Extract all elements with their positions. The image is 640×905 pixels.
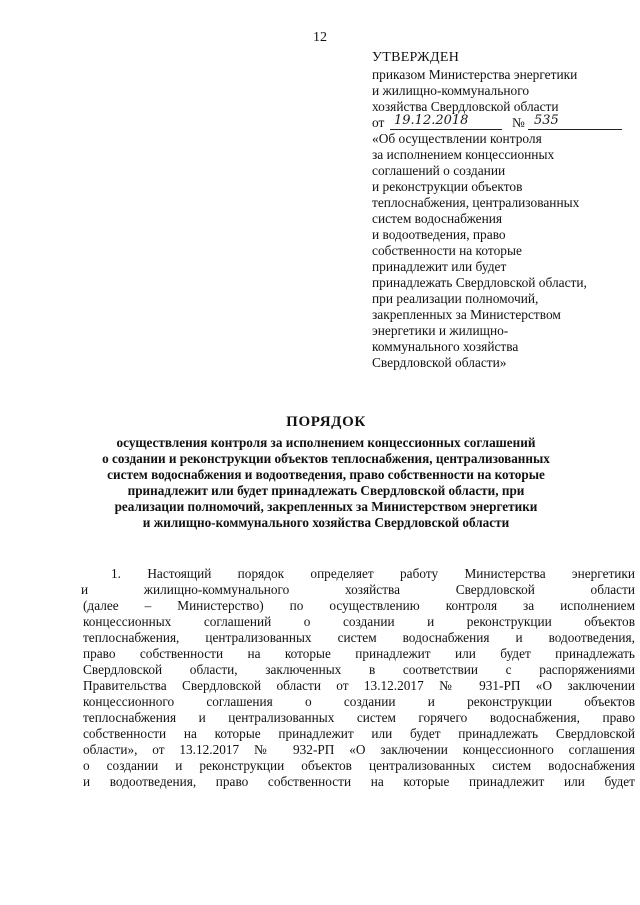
body-line: Свердловской области, заключенных в соответствии с распоряжениями [83,662,635,677]
subject-line: за исполнением концессионных [372,147,555,162]
subject-line: Свердловской области» [372,355,507,370]
title-subtitle-line: принадлежит или будет принадлежать Свердловской области, при [127,483,525,498]
body-paragraph [83,566,635,790]
body-line: области», от 13.12.2017 № 932-РП «О заключении концессионного соглашения [83,742,635,757]
body-line: теплоснабжения, централизованных систем водоснабжения и водоотведения, [83,630,635,645]
handwritten-number: 535 [534,113,559,128]
approval-heading: УТВЕРЖДЕН [372,50,460,65]
body-line: и водоотведения, право собственности на которые принадлежит или будет [83,774,635,789]
subject-line: и реконструкции объектов [372,179,523,194]
body-line: (далее – Министерство) по осуществлению контроля за исполнением [83,598,635,613]
title-subtitle-line: осуществления контроля за исполнением концессионных соглашений [116,435,536,450]
number-underline [528,129,622,130]
body-line: концессионного соглашения о создании и реконструкции объектов [83,694,635,709]
body-line: теплоснабжения и централизованных систем горячего водоснабжения, право [83,710,635,725]
subject-line: «Об осуществлении контроля [372,131,542,146]
title-subtitle-line: реализации полномочий, закрепленных за Министерством энергетики [114,499,538,514]
subject-line: и водоотведения, право [372,227,506,242]
body-line: о создании и реконструкции объектов централизованных систем водоснабжения [83,758,635,773]
subject-line: при реализации полномочий, [372,291,539,306]
approval-line: хозяйства Свердловской области [372,99,559,114]
subject-line: энергетики и жилищно- [372,323,509,338]
subject-line: коммунального хозяйства [372,339,519,354]
approval-subject [372,131,622,371]
body-line: собственности на которые принадлежит или будет принадлежать Свердловской [83,726,635,741]
number-label: № [512,115,525,130]
approval-block [372,50,622,371]
date-number-row [372,115,622,131]
title-subtitle-line: о создании и реконструкции объектов теплоснабжения, централизованных [102,451,550,466]
title-subtitle-line: и жилищно-коммунального хозяйства Свердловской области [142,515,510,530]
body-line: концессионных соглашений о создании и реконструкции объектов [83,614,635,629]
subject-line: систем водоснабжения [372,211,503,226]
body-line: 1. Настоящий порядок определяет работу Министерства энергетики [111,566,635,581]
approval-line: приказом Министерства энергетики [372,67,578,82]
date-underline [390,129,502,130]
document-title [40,413,612,531]
subject-line: теплоснабжения, централизованных [372,195,580,210]
title-main: ПОРЯДОК [286,414,366,430]
body-line: Правительства Свердловской области от 13.12.2017 № 931-РП «О заключении [83,678,635,693]
title-subtitle-line: систем водоснабжения и водоотведения, право собственности на которые [107,467,545,482]
subject-line: закрепленных за Министерством [372,307,561,322]
subject-line: принадлежит или будет [372,259,507,274]
handwritten-date: 19.12.2018 [394,113,469,128]
body-line: право собственности на которые принадлежит или будет принадлежать [83,646,635,661]
date-label: от [372,115,385,130]
subject-line: собственности на которые [372,243,522,258]
body-line: и жилищно-коммунального хозяйства Свердловской области [81,582,635,597]
subject-line: принадлежать Свердловской области, [372,275,587,290]
subject-line: соглашений о создании [372,163,506,178]
page-number: 12 [313,30,327,45]
approval-line: и жилищно-коммунального [372,83,530,98]
